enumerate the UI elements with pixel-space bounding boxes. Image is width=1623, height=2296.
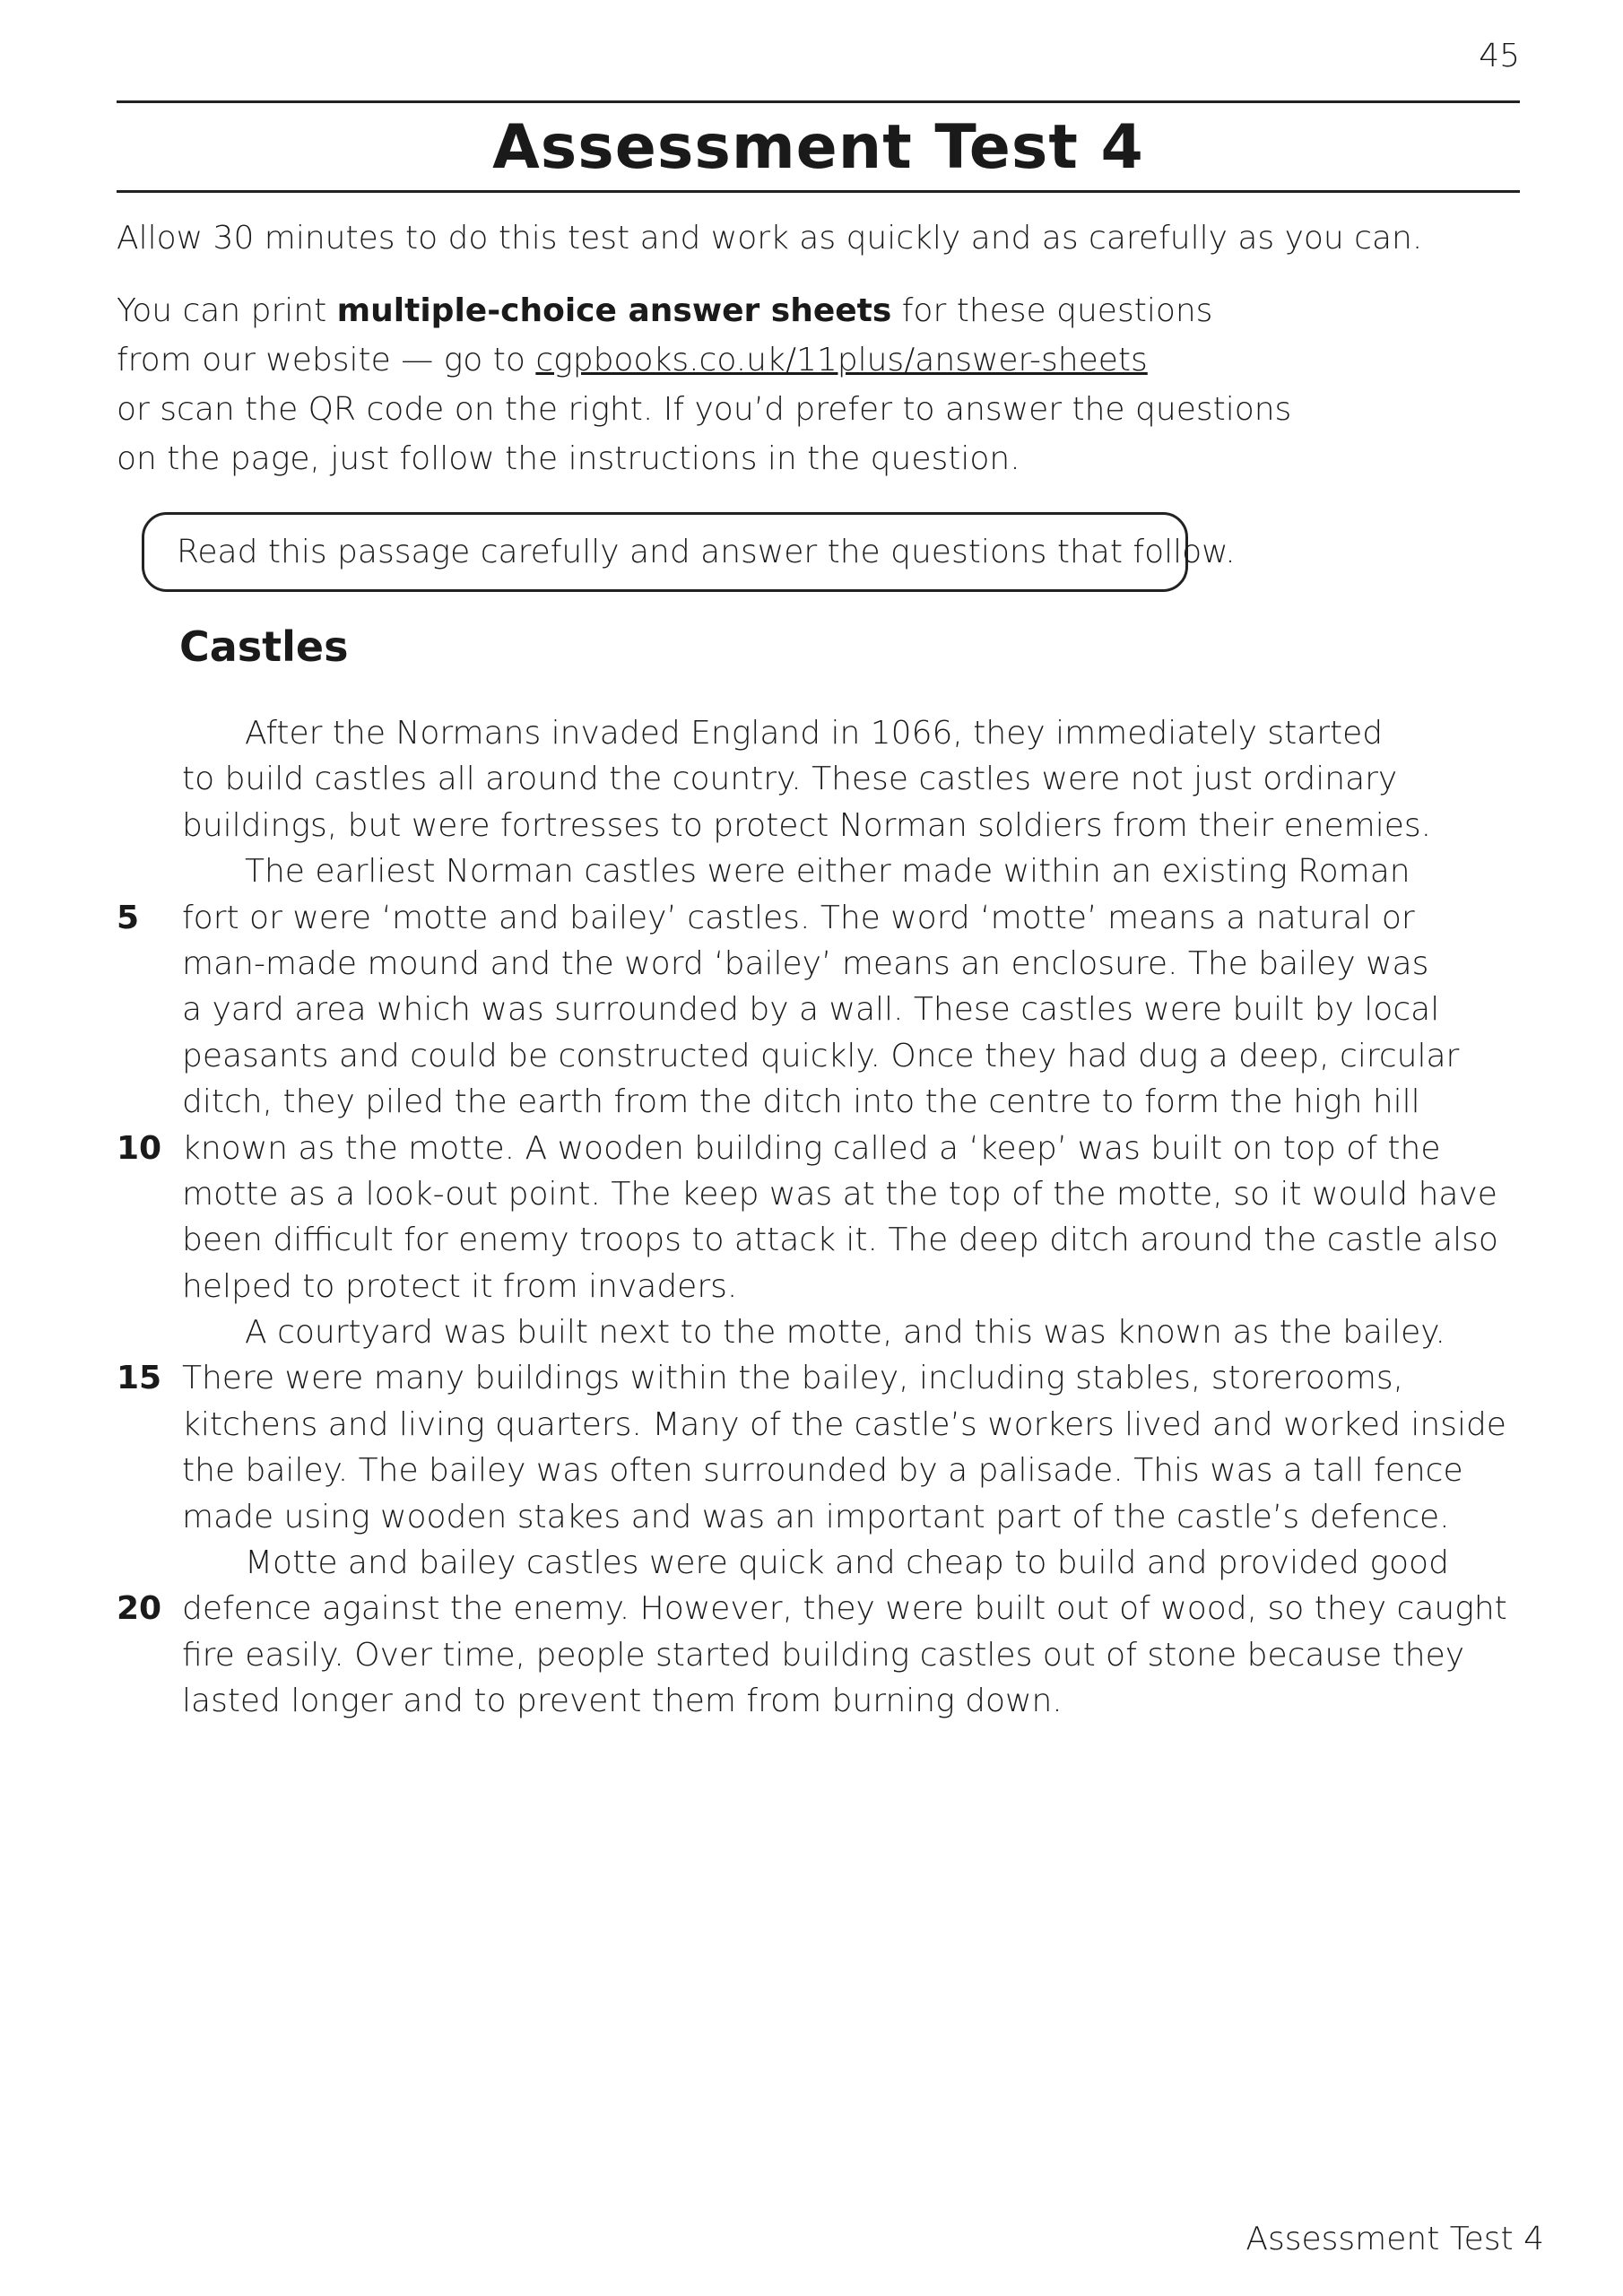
passage-line-text: fire easily. Over time, people started building castles out of stone because they [182, 1636, 1465, 1674]
passage-line [117, 1171, 1551, 1217]
answer-sheet-instructions [117, 286, 1291, 483]
passage-line-text: motte as a look-out point. The keep was at the top of the motte, so it would have [182, 1175, 1497, 1213]
passage-line [117, 987, 1551, 1032]
passage-line-text: ditch, they piled the earth from the ditch into the centre to form the high hill [182, 1083, 1420, 1121]
passage-line [117, 1264, 1551, 1309]
instructions-line-4: on the page, just follow the instructions in the question. [117, 440, 1020, 477]
page-number: 45 [1479, 38, 1520, 74]
instructions-text: You can print [117, 292, 337, 329]
passage-line-text: known as the motte. A wooden building called a ‘keep’ was built on top of the [182, 1129, 1441, 1167]
passage-line [117, 1678, 1551, 1724]
passage-line-text: been difficult for enemy troops to attack it. The deep ditch around the castle also [182, 1222, 1498, 1259]
passage-line-text: made using wooden stakes and was an important part of the castle’s defence. [182, 1498, 1450, 1535]
passage-line [117, 1126, 1551, 1171]
page-title: Assessment Test 4 [492, 112, 1144, 183]
passage-line [117, 1033, 1551, 1079]
passage-line-text: a yard area which was surrounded by a wall. These castles were built by local [182, 991, 1440, 1029]
passage-line [117, 1217, 1551, 1263]
passage-line [117, 1632, 1551, 1678]
passage-line [117, 1494, 1551, 1540]
time-allowance-text: Allow 30 minutes to do this test and work as quickly and as carefully as you can. [117, 220, 1423, 257]
passage-line [117, 941, 1551, 987]
passage-line-text: Motte and bailey castles were quick and cheap to build and provided good [245, 1544, 1449, 1582]
passage-line-text: peasants and could be constructed quickly. Once they had dug a deep, circular [182, 1037, 1460, 1074]
passage-line [117, 710, 1551, 756]
instructions-line-2 [117, 335, 1291, 385]
passage-body [117, 710, 1551, 1725]
passage-title: Castles [179, 622, 349, 671]
passage-line-text: the bailey. The bailey was often surrounded by a palisade. This was a tall fence [182, 1452, 1463, 1490]
passage-line-text: helped to protect it from invaders. [182, 1267, 738, 1305]
instructions-line-1 [117, 286, 1291, 335]
passage-instruction-box: Read this passage carefully and answer the questions that follow. [142, 512, 1188, 592]
title-rule-top [117, 100, 1520, 103]
passage-line [117, 1355, 1551, 1401]
line-number: 10 [117, 1129, 162, 1167]
passage-line-text: man-made mound and the word ‘bailey’ means an enclosure. The bailey was [182, 944, 1429, 982]
passage-line-text: After the Normans invaded England in 1066, they immediately started [245, 715, 1384, 752]
passage-line-text: to build castles all around the country. These castles were not just ordinary [182, 761, 1398, 798]
passage-line [117, 1402, 1551, 1448]
passage-line-text: buildings, but were fortresses to protect Norman soldiers from their enemies. [182, 806, 1432, 844]
footer-label: Assessment Test 4 [1245, 2221, 1544, 2257]
passage-line-text: defence against the enemy. However, they were built out of wood, so they caught [182, 1590, 1507, 1628]
passage-line [117, 756, 1551, 802]
instructions-text: from our website — go to [117, 342, 536, 378]
passage-line [117, 1079, 1551, 1125]
passage-line-text: A courtyard was built next to the motte, and this was known as the bailey. [245, 1314, 1445, 1352]
passage-line [117, 1540, 1551, 1586]
answer-sheets-emphasis: multiple-choice answer sheets [336, 292, 892, 329]
answer-sheets-link[interactable]: cgpbooks.co.uk/11plus/answer-sheets [535, 342, 1148, 378]
line-number: 20 [117, 1590, 162, 1628]
line-number: 5 [117, 899, 140, 936]
passage-line [117, 895, 1551, 941]
passage-line [117, 1586, 1551, 1631]
passage-line [117, 1309, 1551, 1355]
line-number: 15 [117, 1360, 162, 1397]
passage-line [117, 803, 1551, 848]
title-rule-bottom [117, 190, 1520, 193]
passage-line-text: The earliest Norman castles were either made within an existing Roman [245, 853, 1410, 891]
passage-line [117, 848, 1551, 894]
passage-line-text: kitchens and living quarters. Many of the castle’s workers lived and worked inside [182, 1405, 1506, 1443]
passage-line [117, 1448, 1551, 1493]
passage-line-text: lasted longer and to prevent them from burning down. [182, 1683, 1063, 1720]
instructions-line-3: or scan the QR code on the right. If you’d prefer to answer the questions [117, 391, 1292, 428]
instructions-text: for these questions [891, 292, 1213, 329]
passage-line-text: fort or were ‘motte and bailey’ castles. The word ‘motte’ means a natural or [182, 899, 1415, 936]
passage-line-text: There were many buildings within the bailey, including stables, storerooms, [182, 1360, 1404, 1397]
